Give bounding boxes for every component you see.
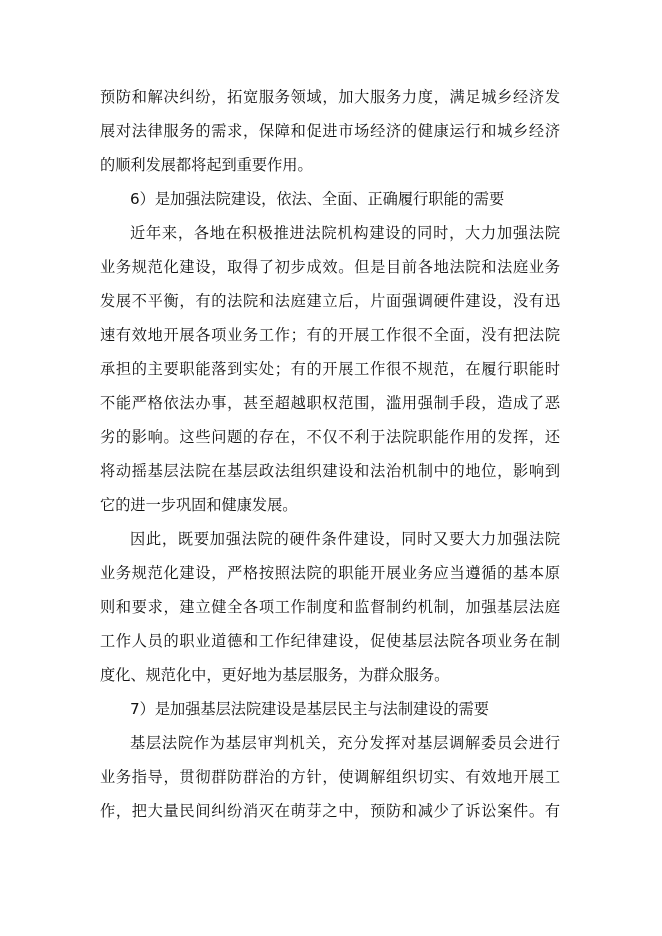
text-line: 因此，既要加强法院的硬件条件建设，同时又要大力加强法院 bbox=[130, 530, 560, 548]
text-line: 承担的主要职能落到实处；有的开展工作很不规范，在履行职能时 bbox=[100, 360, 560, 378]
text-line: 基层法院作为基层审判机关，充分发挥对基层调解委员会进行 bbox=[130, 734, 560, 752]
text-line: 发展不平衡，有的法院和法庭建立后，片面强调硬件建设，没有迅 bbox=[100, 292, 560, 310]
text-line: 不能严格依法办事，甚至超越职权范围，滥用强制手段，造成了恶 bbox=[100, 394, 560, 412]
text-line: 作，把大量民间纠纷消灭在萌芽之中，预防和减少了诉讼案件。有 bbox=[100, 802, 560, 820]
section-heading: 6）是加强法院建设，依法、全面、正确履行职能的需要 bbox=[130, 190, 505, 208]
text-line: 业务指导，贯彻群防群治的方针，使调解组织切实、有效地开展工 bbox=[100, 768, 560, 786]
text-line: 工作人员的职业道德和工作纪律建设，促使基层法院各项业务在制 bbox=[100, 632, 560, 650]
text-line: 业务规范化建设，取得了初步成效。但是目前各地法院和法庭业务 bbox=[100, 258, 560, 276]
text-line: 度化、规范化中，更好地为基层服务，为群众服务。 bbox=[100, 666, 450, 684]
text-line: 展对法律服务的需求，保障和促进市场经济的健康运行和城乡经济 bbox=[100, 122, 560, 140]
text-line: 预防和解决纠纷，拓宽服务领域，加大服务力度，满足城乡经济发 bbox=[100, 88, 560, 106]
text-line: 劣的影响。这些问题的存在，不仅不利于法院职能作用的发挥，还 bbox=[100, 428, 560, 446]
text-line: 近年来，各地在积极推进法院机构建设的同时，大力加强法院 bbox=[130, 224, 560, 242]
text-line: 它的进一步巩固和健康发展。 bbox=[100, 496, 298, 514]
text-line: 则和要求，建立健全各项工作制度和监督制约机制，加强基层法庭 bbox=[100, 598, 560, 616]
text-line: 速有效地开展各项业务工作；有的开展工作很不全面，没有把法院 bbox=[100, 326, 560, 344]
text-line: 业务规范化建设，严格按照法院的职能开展业务应当遵循的基本原 bbox=[100, 564, 560, 582]
text-line: 的顺利发展都将起到重要作用。 bbox=[100, 156, 313, 174]
text-line: 将动摇基层法院在基层政法组织建设和法治机制中的地位，影响到 bbox=[100, 462, 560, 480]
section-heading: 7）是加强基层法院建设是基层民主与法制建设的需要 bbox=[130, 700, 489, 718]
